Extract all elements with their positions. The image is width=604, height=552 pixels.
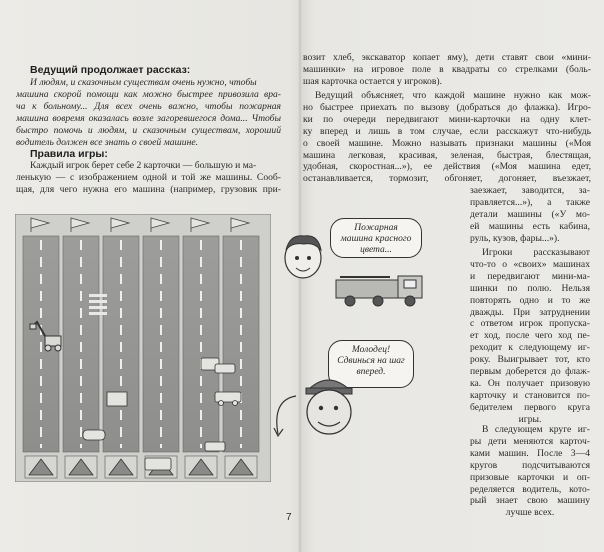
story-line: ча к больному... Для всех очень важно, чтобы пожарная [16, 100, 281, 112]
text-line: ей машины есть кабина, [470, 220, 590, 232]
story-paragraph [16, 77, 281, 148]
vehicle-parts-paragraph [470, 185, 590, 245]
text-line: ку вперед и лишь в том случае, если расскажут что-нибудь [303, 125, 591, 137]
rules-line: ленькую — с изображением одной и той же машины. Сооб- [16, 171, 281, 183]
text-line: удобная, скоростная...»), ее действия («Моя машина едет, [303, 161, 591, 173]
heading-host-continues: Ведущий продолжает рассказ: [30, 64, 191, 76]
text-line: заезжает, заводится, за- [470, 185, 590, 196]
next-round-paragraph [470, 424, 590, 519]
right-top-paragraph [303, 52, 591, 88]
curved-arrow-icon [268, 390, 302, 440]
text-line: ределяется водитель, кото- [470, 483, 590, 495]
text-line: шая карточка остается у игроков). [303, 75, 442, 87]
boy-character [278, 228, 328, 282]
text-line: ка. Он получает призовую [470, 377, 590, 389]
text-line: реходит к следующему иг- [470, 342, 590, 354]
text-line: машина легковая, красивая, зеленая, быстрая, блестящая, [303, 149, 591, 161]
text-line: правляется...»), а также [470, 196, 590, 208]
rules-line: Каждый игрок берет себе 2 карточки — большую и ма- [30, 160, 257, 171]
text-line: повторять одно и то же [470, 294, 590, 306]
rules-paragraph [16, 160, 281, 196]
text-line: ет ход, после чего ход пе- [470, 330, 590, 342]
story-line: быстро помочь и людям, и сказочным существам, хороший [16, 124, 281, 136]
text-line: игры. [518, 413, 542, 425]
text-line: карточку и становится по- [470, 389, 590, 401]
text-line: ры дети меняются карточ- [470, 435, 590, 447]
text-line: руль, кузов, фары...»). [470, 232, 560, 244]
story-line: машина скорой помощи как можно быстрее привозила вра- [16, 88, 281, 100]
text-line: дважды. При затруднении [470, 306, 590, 318]
story-line: водитель должен все знать о своей машине. [16, 136, 198, 148]
text-line: детали машины («У мо- [470, 208, 590, 220]
text-line: лучше всех. [505, 507, 555, 519]
text-line: Ведущий объясняет, что каждой машине нужно как мож- [315, 90, 591, 101]
text-line: но быстрее приехать по вызову (добраться до флажка). Игро- [303, 101, 591, 113]
text-line: рый знает свою машину [470, 495, 590, 507]
speech-bubble-fire-truck: Пожарная машина красного цвета... [330, 218, 422, 258]
host-explains-paragraph [303, 90, 591, 185]
text-line: первым доберется до флаж- [470, 366, 590, 378]
text-line: с ответом игрок пропуска- [470, 318, 590, 330]
rules-line: щая, для чего нужна его машина (например, грузовик при- [16, 183, 281, 195]
fire-truck-icon [330, 270, 430, 310]
story-line: машина вовремя оказалась возле загоревшегося дома... Чтобы [16, 112, 281, 124]
heading-rules: Правила игры: [30, 148, 108, 160]
text-line: ки по очереди передвигают мини-карточки на одну клет- [303, 113, 591, 125]
text-line: В следующем круге иг- [482, 424, 590, 435]
text-line: призовые карточки и оп- [470, 471, 590, 483]
game-board-illustration [15, 214, 271, 482]
text-line: бедителем первого круга [470, 401, 590, 413]
text-line: шинки по полю. Нельзя [470, 282, 590, 294]
text-line: и передвигают мини-ма- [470, 270, 590, 282]
text-line: что-то о «своих» машинах [470, 258, 590, 270]
text-line: о своей машине. Можно называть признаки машины («Моя [303, 137, 591, 149]
text-line: ками машин. После 3—4 [470, 447, 590, 459]
text-line: возит хлеб, экскаватор копает яму), дети ставят свои «мини- [303, 52, 591, 63]
story-line: И людям, и сказочным существам очень нужно, чтобы [30, 77, 257, 88]
page-number: 7 [286, 512, 292, 523]
text-line: останавливается, тормозит, обгоняет, догоняет, въезжает, [303, 173, 591, 185]
players-tell-paragraph [470, 247, 590, 426]
text-line: Игроки рассказывают [482, 247, 590, 258]
text-line: машинки» на игровое поле в квадраты со стрелками (боль- [303, 63, 591, 75]
text-line: кругов подсчитываются [470, 459, 590, 471]
man-character [294, 370, 362, 444]
speech-bubble-praise: Молодец! Сдвинься на шаг вперед. [328, 340, 414, 388]
text-line: року. Выигрывает тот, кто [470, 354, 590, 366]
